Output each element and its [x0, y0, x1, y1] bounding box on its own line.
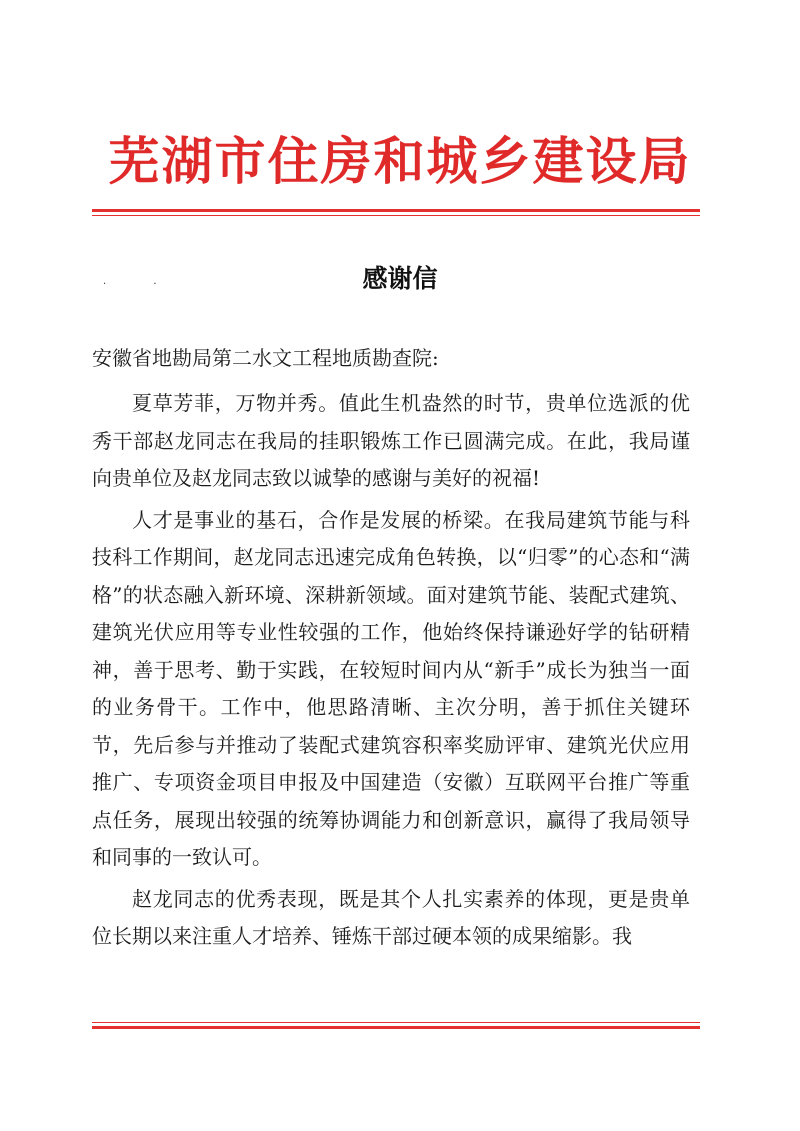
footer-rule-thick [92, 1026, 700, 1029]
paragraph: 夏草芳菲，万物并秀。值此生机盎然的时节，贵单位选派的优秀干部赵龙同志在我局的挂职锻炼工作已圆满完成。在此，我局谨向贵单位及赵龙同志致以诚挚的感谢与美好的祝福! [92, 391, 690, 490]
paragraph: 赵龙同志的优秀表现，既是其个人扎实素养的体现，更是贵单位长期以来注重人才培养、锤炼干部过硬本领的成果缩影。我 [92, 886, 690, 948]
letterhead-rule-thin [92, 215, 700, 216]
salutation: 安徽省地勘局第二水文工程地质勘查院: [92, 346, 439, 370]
letter-title: 感谢信 [362, 264, 438, 293]
footer-rule-thin [92, 1022, 700, 1023]
letterhead-rule-thick [92, 209, 700, 212]
paragraph: 人才是事业的基石，合作是发展的桥梁。在我局建筑节能与科技科工作期间，赵龙同志迅速完成角色转换，以“归零”的心态和“满格”的状态融入新环境、深耕新领域。面对建筑节能、装配式建筑、建筑光伏应用等专业性较强的工作，他始终保持谦逊好学的钻研精神，善于思考、勤于实践，在较短时间内从“新手”成长为独当一面的业务骨干。工作中，他思路清晰、主次分明，善于抓住关键环节，先后参与并推动了装配式建筑容积率奖励评审、建筑光伏应用推广、专项资金项目申报及中国建造（安徽）互联网平台推广等重点任务，展现出较强的统筹协调能力和创新意识，赢得了我局领导和同事的一致认可。 [92, 507, 690, 869]
letter-body [92, 385, 690, 960]
agency-letterhead-title: 芜湖市住房和城乡建设局 [108, 132, 692, 192]
scan-dots: · · [103, 279, 179, 290]
